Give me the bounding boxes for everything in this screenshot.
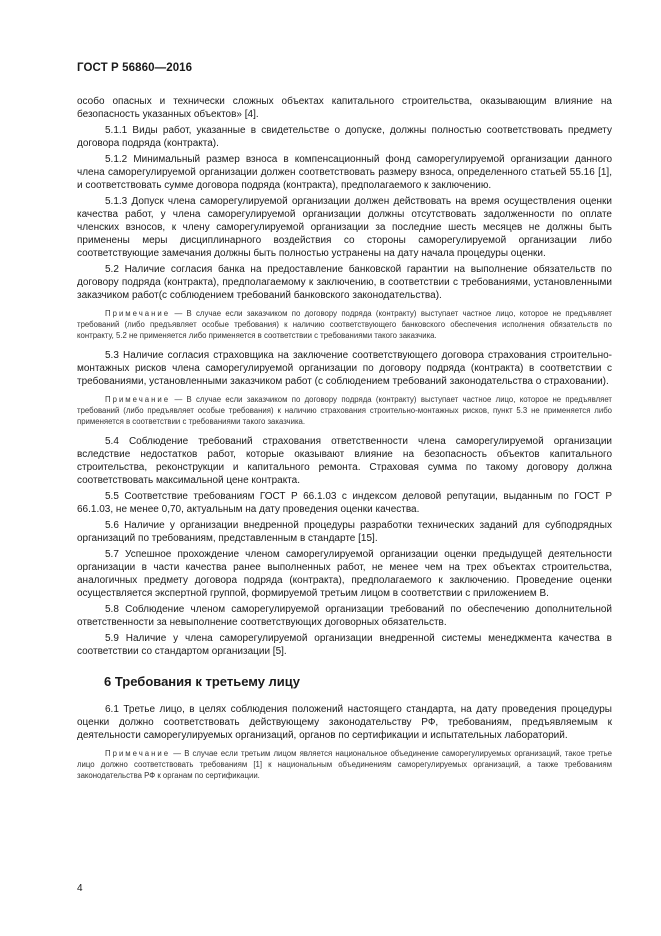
paragraph-5-4: 5.4 Соблюдение требований страхования ответственности члена саморегулируемой организации вследствие недостатков работ, которые оказывают влияние на безопасность объектов капитального строительства, реконструкции и капитального ремонта. Страховая сумма по такому договору должна соответствовать максимальной цене контракта. [77,436,612,486]
document-header: ГОСТ Р 56860—2016 [77,62,193,74]
section-6-heading: 6 Требования к третьему лицу [104,674,301,689]
note-6-1 [77,748,612,781]
paragraph-6-1: 6.1 Третье лицо, в целях соблюдения положений настоящего стандарта, на дату проведения процедуры оценки должно соответствовать действующему законодательству РФ, требованиям, предъявляемым к деятельности саморегулируемых организаций, органов по сертификации и испытательных лабораторий. [77,704,612,741]
paragraph-5-9: 5.9 Наличие у члена саморегулируемой организации внедренной системы менеджмента качества в соответствии со стандартом организации [5]. [77,633,612,657]
note-5-2 [77,308,612,341]
paragraph-continuation: особо опасных и технически сложных объектах капитального строительства, оказывающим влияние на безопасность указанных объектов» [4]. [77,96,612,120]
page-number: 4 [77,883,83,894]
paragraph-5-3: 5.3 Наличие согласия страховщика на заключение соответствующего договора страхования строительно-монтажных рисков члена саморегулируемой организации по договору подряда (контракта) в соответствии с требованиями, установленными заказчиком работ (с соблюдением требований законодательства о страховании). [77,350,612,387]
note-text: — В случае если третьим лицом является национальное объединение саморегулируемых организаций, такое третье лицо должно соответствовать требованиям [1] к национальным объединениям саморегулируемых организаций, а также требованиям законодательства РФ к органам по сертификации. [77,749,613,780]
paragraph-5-2: 5.2 Наличие согласия банка на предоставление банковской гарантии на выполнение обязательств по договору подряда (контракта), предполагаемому к заключению, в соответствии с требованиями, установленными заказчиком работ(с соблюдением требований банковского законодательства). [77,264,612,301]
note-label: Примечание [105,395,171,404]
paragraph-5-1-3: 5.1.3 Допуск члена саморегулируемой организации должен действовать на время осуществления оценки качества работ, у члена саморегулируемой организации должны отсутствовать задолженности по оплате членских взносов, к члену саморегулируемой организации за последние шесть месяцев не должны быть применены меры дисциплинарного воздействия со стороны саморегулируемой организации либо соответствующие замечания должны быть полностью устранены на дату начала процедуры оценки. [77,196,612,259]
paragraph-5-8: 5.8 Соблюдение членом саморегулируемой организации требований по обеспечению дополнительной ответственности за невыполнение соответствующих договорных обязательств. [77,604,612,628]
note-text: — В случае если заказчиком по договору подряда (контракту) выступает частное лицо, которое не предъявляет требований (либо предъявляет особые требования) к наличию страхования строительно-монтажных рисков, пункт 5.3 не применяется либо применяется в соответствии с требованиями такого заказчика. [77,395,612,426]
paragraph-5-7: 5.7 Успешное прохождение членом саморегулируемой организации оценки предыдущей деятельности организации в части качества ранее выполненных работ, не менее чем на трех объектах строительства, аналогичных предмету договора подряда (контракта), предполагаемого к заключению. Проведение оценки осуществляется экспертной группой, формируемой третьим лицом в соответствии с приложением В. [77,549,612,599]
paragraph-5-1-2: 5.1.2 Минимальный размер взноса в компенсационный фонд саморегулируемой организации данного члена саморегулируемой организации должен соответствовать размеру взноса, определенного статьей 55.16 [1], и соответствовать сумме договора подряда (контракта), предполагаемого к заключению. [77,154,612,191]
document-body [77,95,612,789]
paragraph-5-5: 5.5 Соответствие требованиям ГОСТ Р 66.1.03 с индексом деловой репутации, выданным по ГОСТ Р 66.1.03, не менее 0,70, актуальным на дату проведения оценки качества. [77,491,612,515]
note-label: Примечание [105,309,171,318]
paragraph-5-1-1: 5.1.1 Виды работ, указанные в свидетельстве о допуске, должны полностью соответствовать предмету договора подряда (контракта). [77,125,612,149]
paragraph-5-6: 5.6 Наличие у организации внедренной процедуры разработки технических заданий для субподрядных организаций по требованиям, представленным в стандарте [15]. [77,520,612,544]
note-text: — В случае если заказчиком по договору подряда (контракту) выступает частное лицо, которое не предъявляет требований (либо предъявляет особые требования) к наличию соответствующего банковского обеспечения исполнения обязательств по контракту, 5.2 не применяется либо применяется в соответствии с требованиями такого заказчика. [77,309,612,340]
note-label: Примечание [105,749,171,758]
note-5-3 [77,394,612,427]
